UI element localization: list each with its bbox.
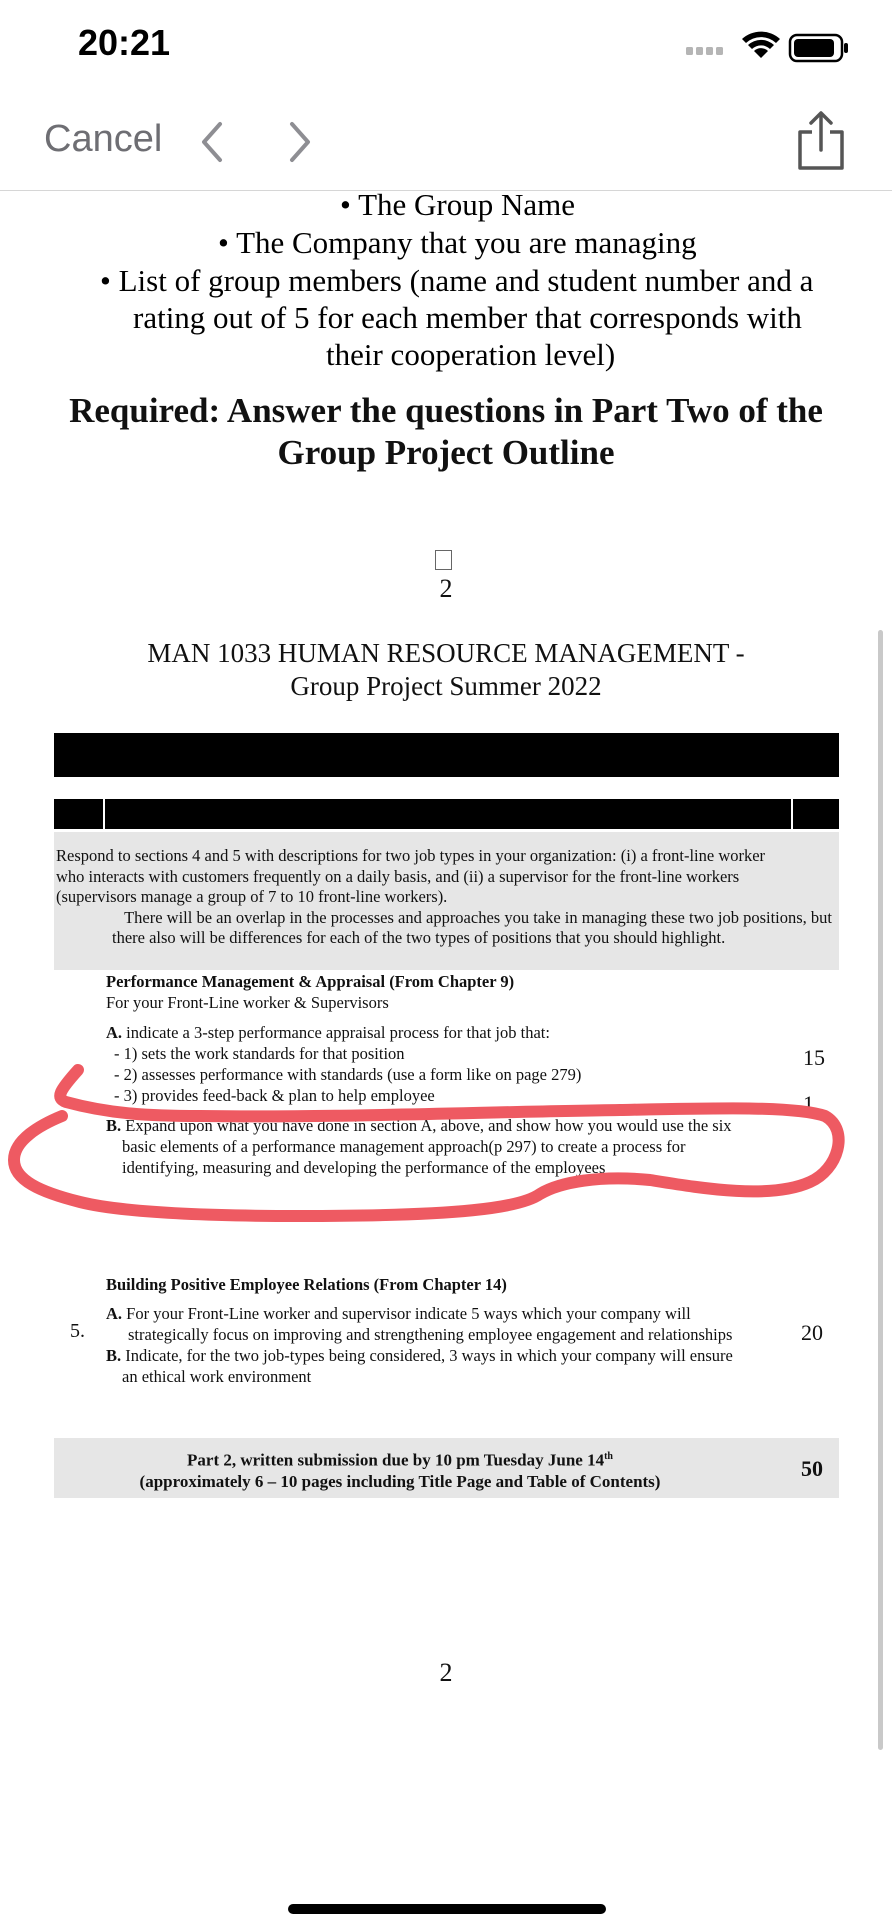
marks-total: 50 <box>801 1456 823 1481</box>
bullet-continuation: rating out of 5 for each member that corresponds with <box>133 300 802 335</box>
scrollbar[interactable] <box>878 630 883 1750</box>
required-heading: Required: Answer the questions in Part Two of the Group Project Outline <box>69 391 823 472</box>
cellular-signal-icon <box>686 47 723 55</box>
forward-chevron-icon[interactable] <box>276 116 320 168</box>
section4-a2: - 2) assesses performance with standards (use a form like on page 279) <box>114 1065 582 1084</box>
redacted-bar <box>54 733 839 777</box>
section5-b: B. Indicate, for the two job-types being considered, 3 ways in which your company will ensure <box>106 1346 733 1365</box>
bullet-icon: • <box>218 225 229 260</box>
bullet-item: • List of group members (name and student number and a <box>100 263 814 298</box>
bullet-item: • The Group Name <box>340 187 575 222</box>
marks-section4a: 15 <box>803 1045 825 1070</box>
toolbar <box>0 96 892 191</box>
marks-section4b: 1 <box>803 1091 814 1116</box>
section5-title: Building Positive Employee Relations (From Chapter 14) <box>106 1275 507 1294</box>
status-icons <box>686 30 856 66</box>
cancel-button[interactable]: Cancel <box>44 118 163 160</box>
section4-b3: identifying, measuring and developing the performance of the employees <box>122 1158 606 1177</box>
section4-a1: - 1) sets the work standards for that position <box>114 1044 405 1063</box>
part2-text: Part 2, written submission due by 10 pm Tuesday June 14th (approximately 6 – 10 pages including Title Page and Table of Contents) <box>139 1450 661 1491</box>
bullet-item: • The Company that you are managing <box>218 225 697 260</box>
page-number: 2 <box>439 574 453 603</box>
section4-b: B. Expand upon what you have done in section A, above, and show how you would use the six <box>106 1116 732 1135</box>
home-indicator[interactable] <box>288 1904 606 1914</box>
section4-b2: basic elements of a performance management approach(p 297) to create a process for <box>122 1137 686 1156</box>
instructions-text: Respond to sections 4 and 5 with descriptions for two job types in your organization: (i) a front-line worker who interacts with customers frequently on a daily basis, and (ii) a supervisor for the front-line workers (supervisors manage a group of 7 to 10 front-line workers). There will be an overlap in the processes and approaches you take in managing these two job positions, but there also will be differences for each of the two types of positions that you should highlight. <box>56 846 832 947</box>
marks-section5: 20 <box>801 1320 823 1345</box>
battery-icon <box>790 35 848 61</box>
red-annotation-scribble <box>0 1030 892 1240</box>
bullet-icon: • <box>340 187 351 222</box>
share-icon[interactable] <box>792 110 850 174</box>
section5-b2: an ethical work environment <box>122 1367 312 1386</box>
section5-a2: strategically focus on improving and strengthening employee engagement and relationships <box>128 1325 733 1344</box>
document-title: MAN 1033 HUMAN RESOURCE MANAGEMENT - Group Project Summer 2022 <box>147 638 745 701</box>
table-header-bar <box>54 799 839 829</box>
page-number: 2 <box>439 1658 453 1687</box>
column-divider <box>791 799 793 829</box>
wifi-icon <box>742 32 780 58</box>
section4-a: A. indicate a 3-step performance appraisal process for that job that: <box>106 1023 550 1042</box>
section4-title: Performance Management & Appraisal (From Chapter 9) <box>106 972 515 991</box>
status-time: 20:21 <box>78 22 171 63</box>
back-chevron-icon[interactable] <box>192 116 236 168</box>
section4-subtitle: For your Front-Line worker & Supervisors <box>106 993 389 1012</box>
column-divider <box>103 799 105 829</box>
bullet-icon: • <box>100 263 111 298</box>
section5-a: A. For your Front-Line worker and supervisor indicate 5 ways which your company will <box>106 1304 691 1323</box>
section4-a3: - 3) provides feed-back & plan to help employee <box>114 1086 435 1105</box>
missing-glyph-box <box>435 550 452 570</box>
bullet-continuation: their cooperation level) <box>326 337 616 372</box>
section5-number: 5. <box>70 1320 85 1342</box>
